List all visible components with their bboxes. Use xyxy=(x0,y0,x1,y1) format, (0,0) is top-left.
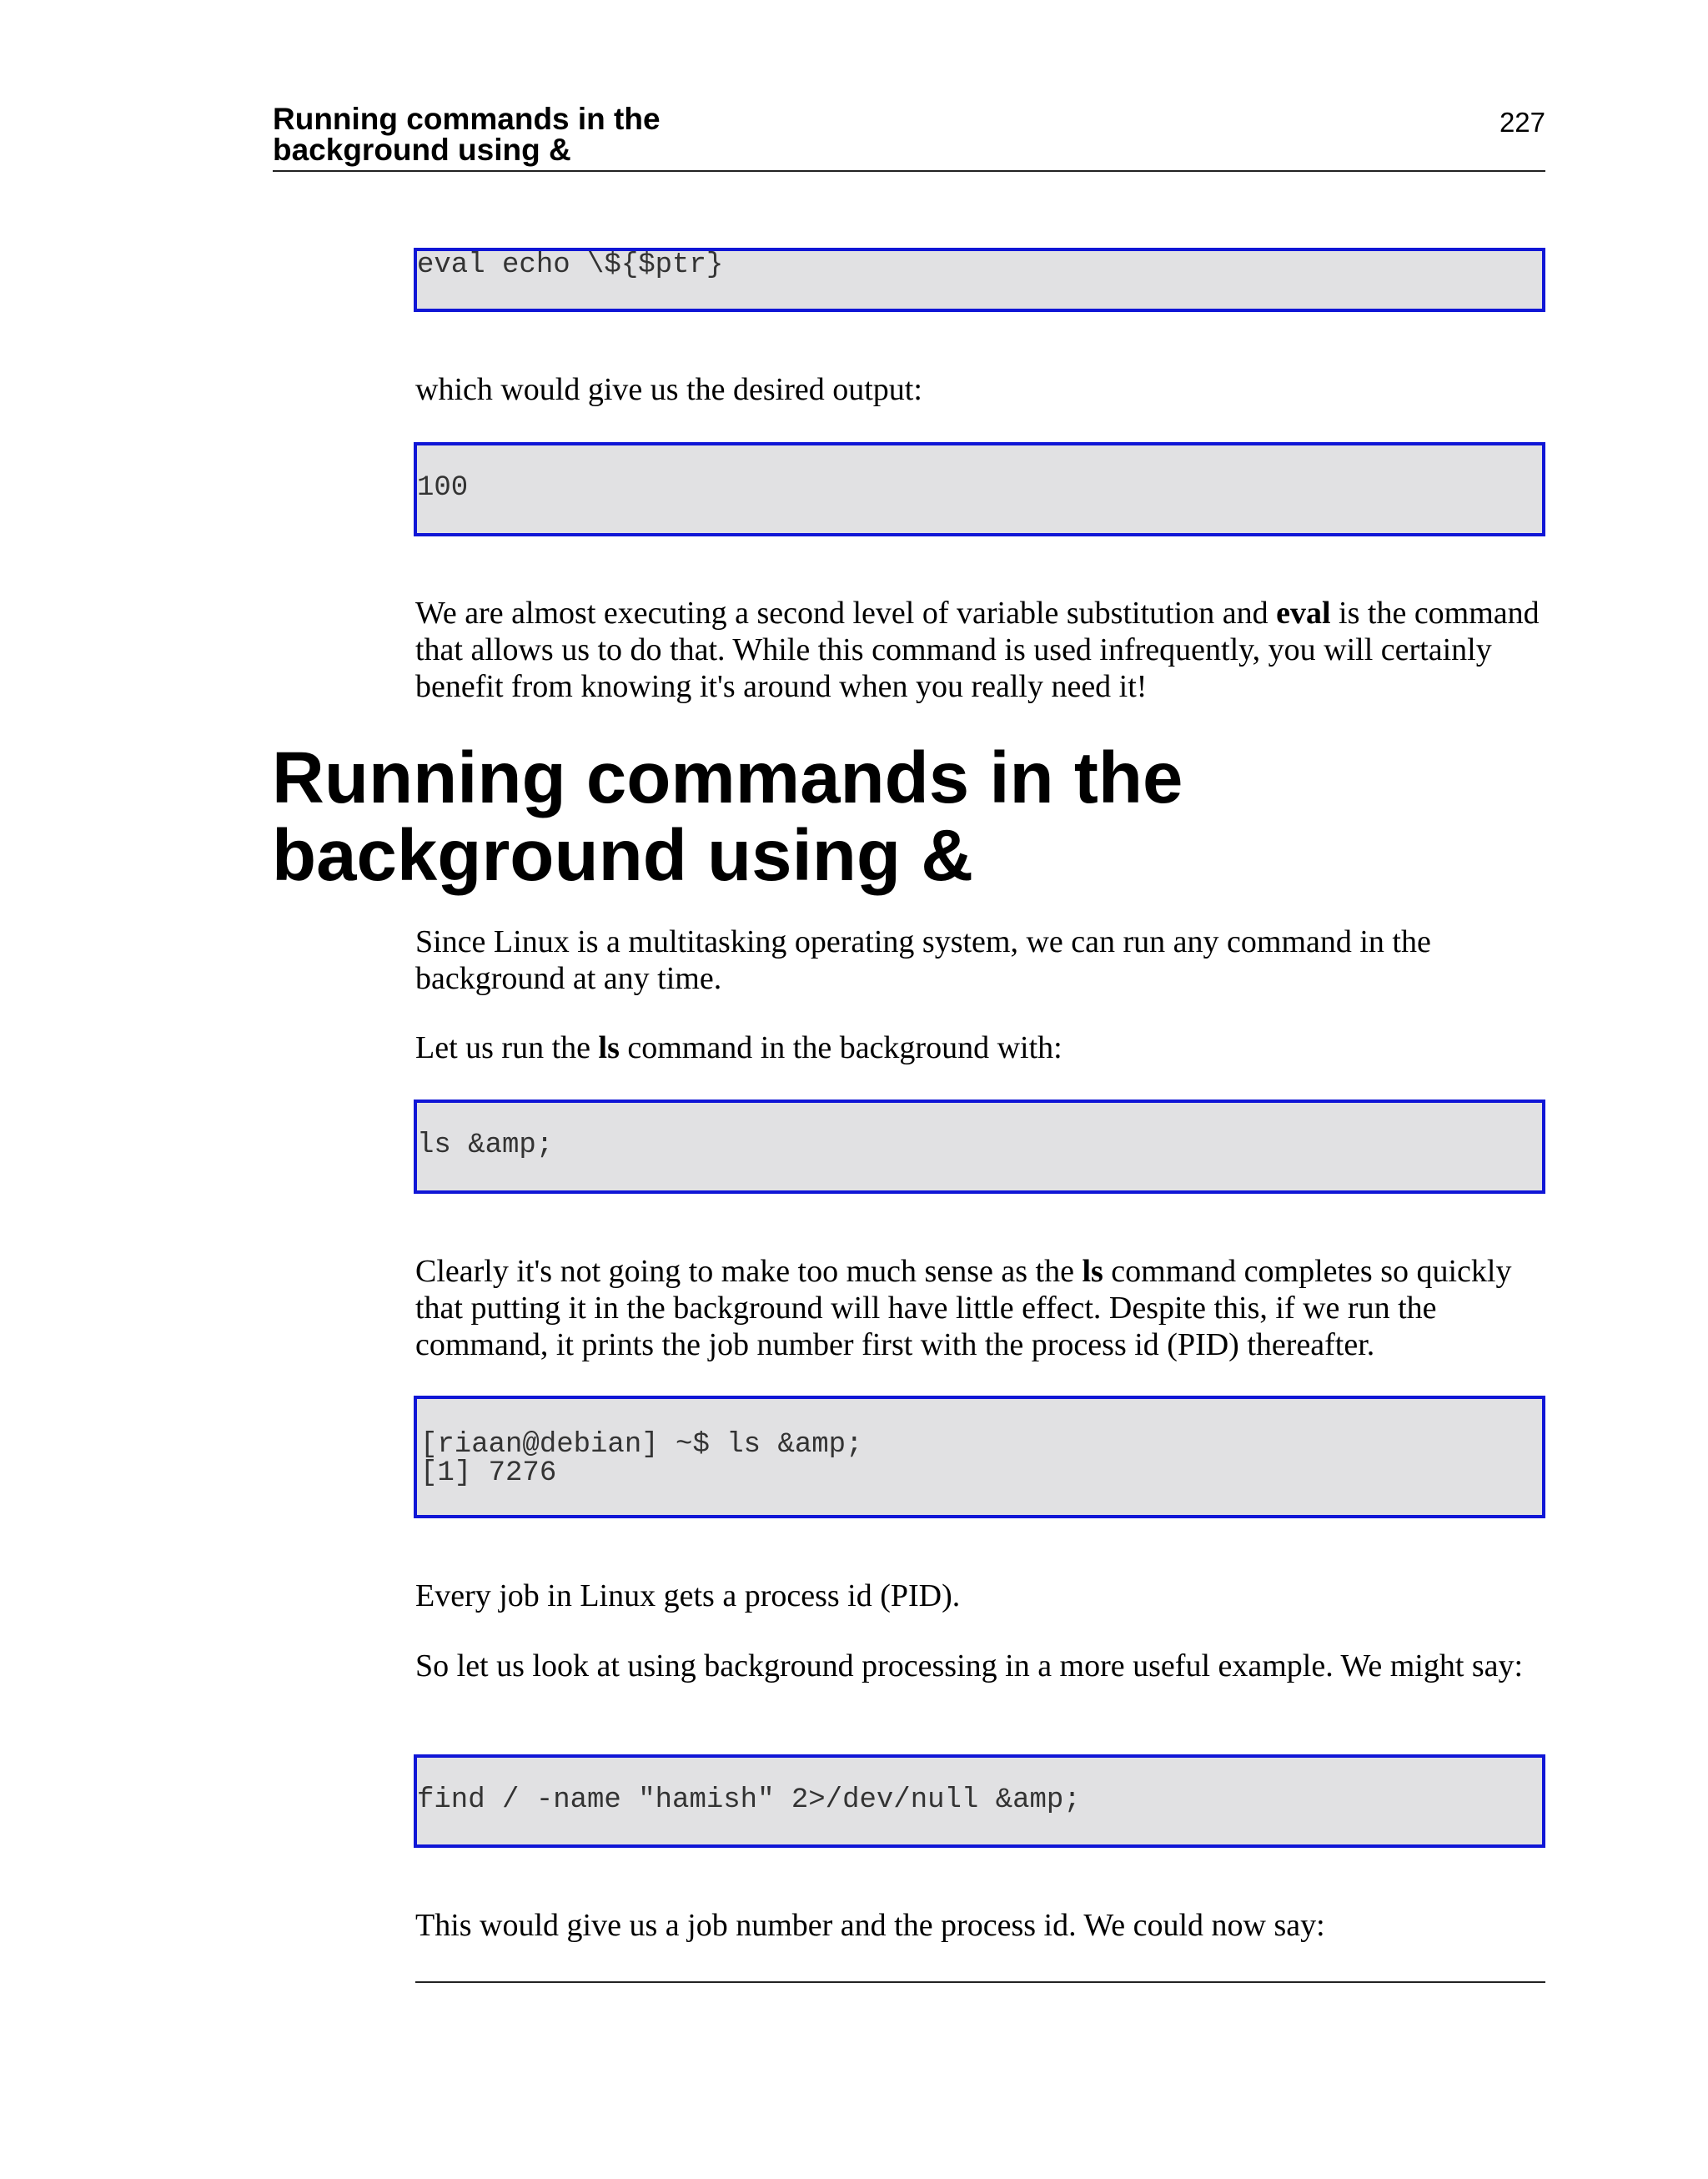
code-line: find / -name "hamish" 2>/dev/null &amp; xyxy=(417,1784,1081,1816)
bold-command-eval: eval xyxy=(1276,596,1331,631)
paragraph-job-number xyxy=(415,1253,1558,1363)
code-line: ls &amp; xyxy=(417,1130,554,1161)
paragraph-pid: Every job in Linux gets a process id (PID). xyxy=(415,1578,961,1613)
text-run: We are almost executing a second level of variable substitution and xyxy=(415,596,1277,631)
section-heading-line-2: background using & xyxy=(272,815,974,896)
code-block-output xyxy=(414,442,1545,536)
text-run: command in the background with: xyxy=(619,1030,1062,1065)
text-run: Clearly it's not going to make too much sense as the xyxy=(415,1254,1083,1289)
page-number: 227 xyxy=(1499,107,1545,138)
text-run: is the command that allows us to do that. While this command is used infrequently, you will certainly benefit from knowing it's around when you really need it! xyxy=(415,596,1540,704)
code-block-eval xyxy=(414,248,1545,312)
code-line: eval echo \${$ptr} xyxy=(417,249,724,281)
code-line: [riaan@debian] ~$ ls &amp; xyxy=(420,1429,863,1461)
running-header-line-1: Running commands in the xyxy=(273,102,661,136)
paragraph-run-ls xyxy=(415,1029,1558,1066)
code-block-terminal xyxy=(414,1396,1545,1518)
code-block-ls xyxy=(414,1100,1545,1194)
running-header-title xyxy=(273,103,1023,165)
footer-rule xyxy=(415,1981,1545,1983)
paragraph-job-process-id: This would give us a job number and the process id. We could now say: xyxy=(415,1908,1325,1943)
section-heading-line-1: Running commands in the xyxy=(272,737,1183,818)
bold-command-ls: ls xyxy=(598,1030,620,1065)
bold-command-ls: ls xyxy=(1082,1254,1103,1289)
paragraph-desired-output: which would give us the desired output: xyxy=(415,372,922,407)
text-run: Let us run the xyxy=(415,1030,599,1065)
text-run: command completes so quickly that putting it in the background will have little effect. Despite this, if we run the command, it prints the job number first with the process id (PID) thereafter. xyxy=(415,1254,1512,1362)
code-line: [1] 7276 xyxy=(420,1457,557,1489)
paragraph-multitasking: Since Linux is a multitasking operating system, we can run any command in the background at any time. xyxy=(415,924,1431,996)
paragraph-background-example: So let us look at using background processing in a more useful example. We might say: xyxy=(415,1648,1524,1683)
section-heading xyxy=(272,739,1523,894)
header-rule xyxy=(273,170,1545,172)
running-header-line-2: background using & xyxy=(273,133,571,167)
paragraph-eval-explanation xyxy=(415,595,1558,705)
code-line: 100 xyxy=(417,472,469,504)
code-block-find xyxy=(414,1754,1545,1848)
